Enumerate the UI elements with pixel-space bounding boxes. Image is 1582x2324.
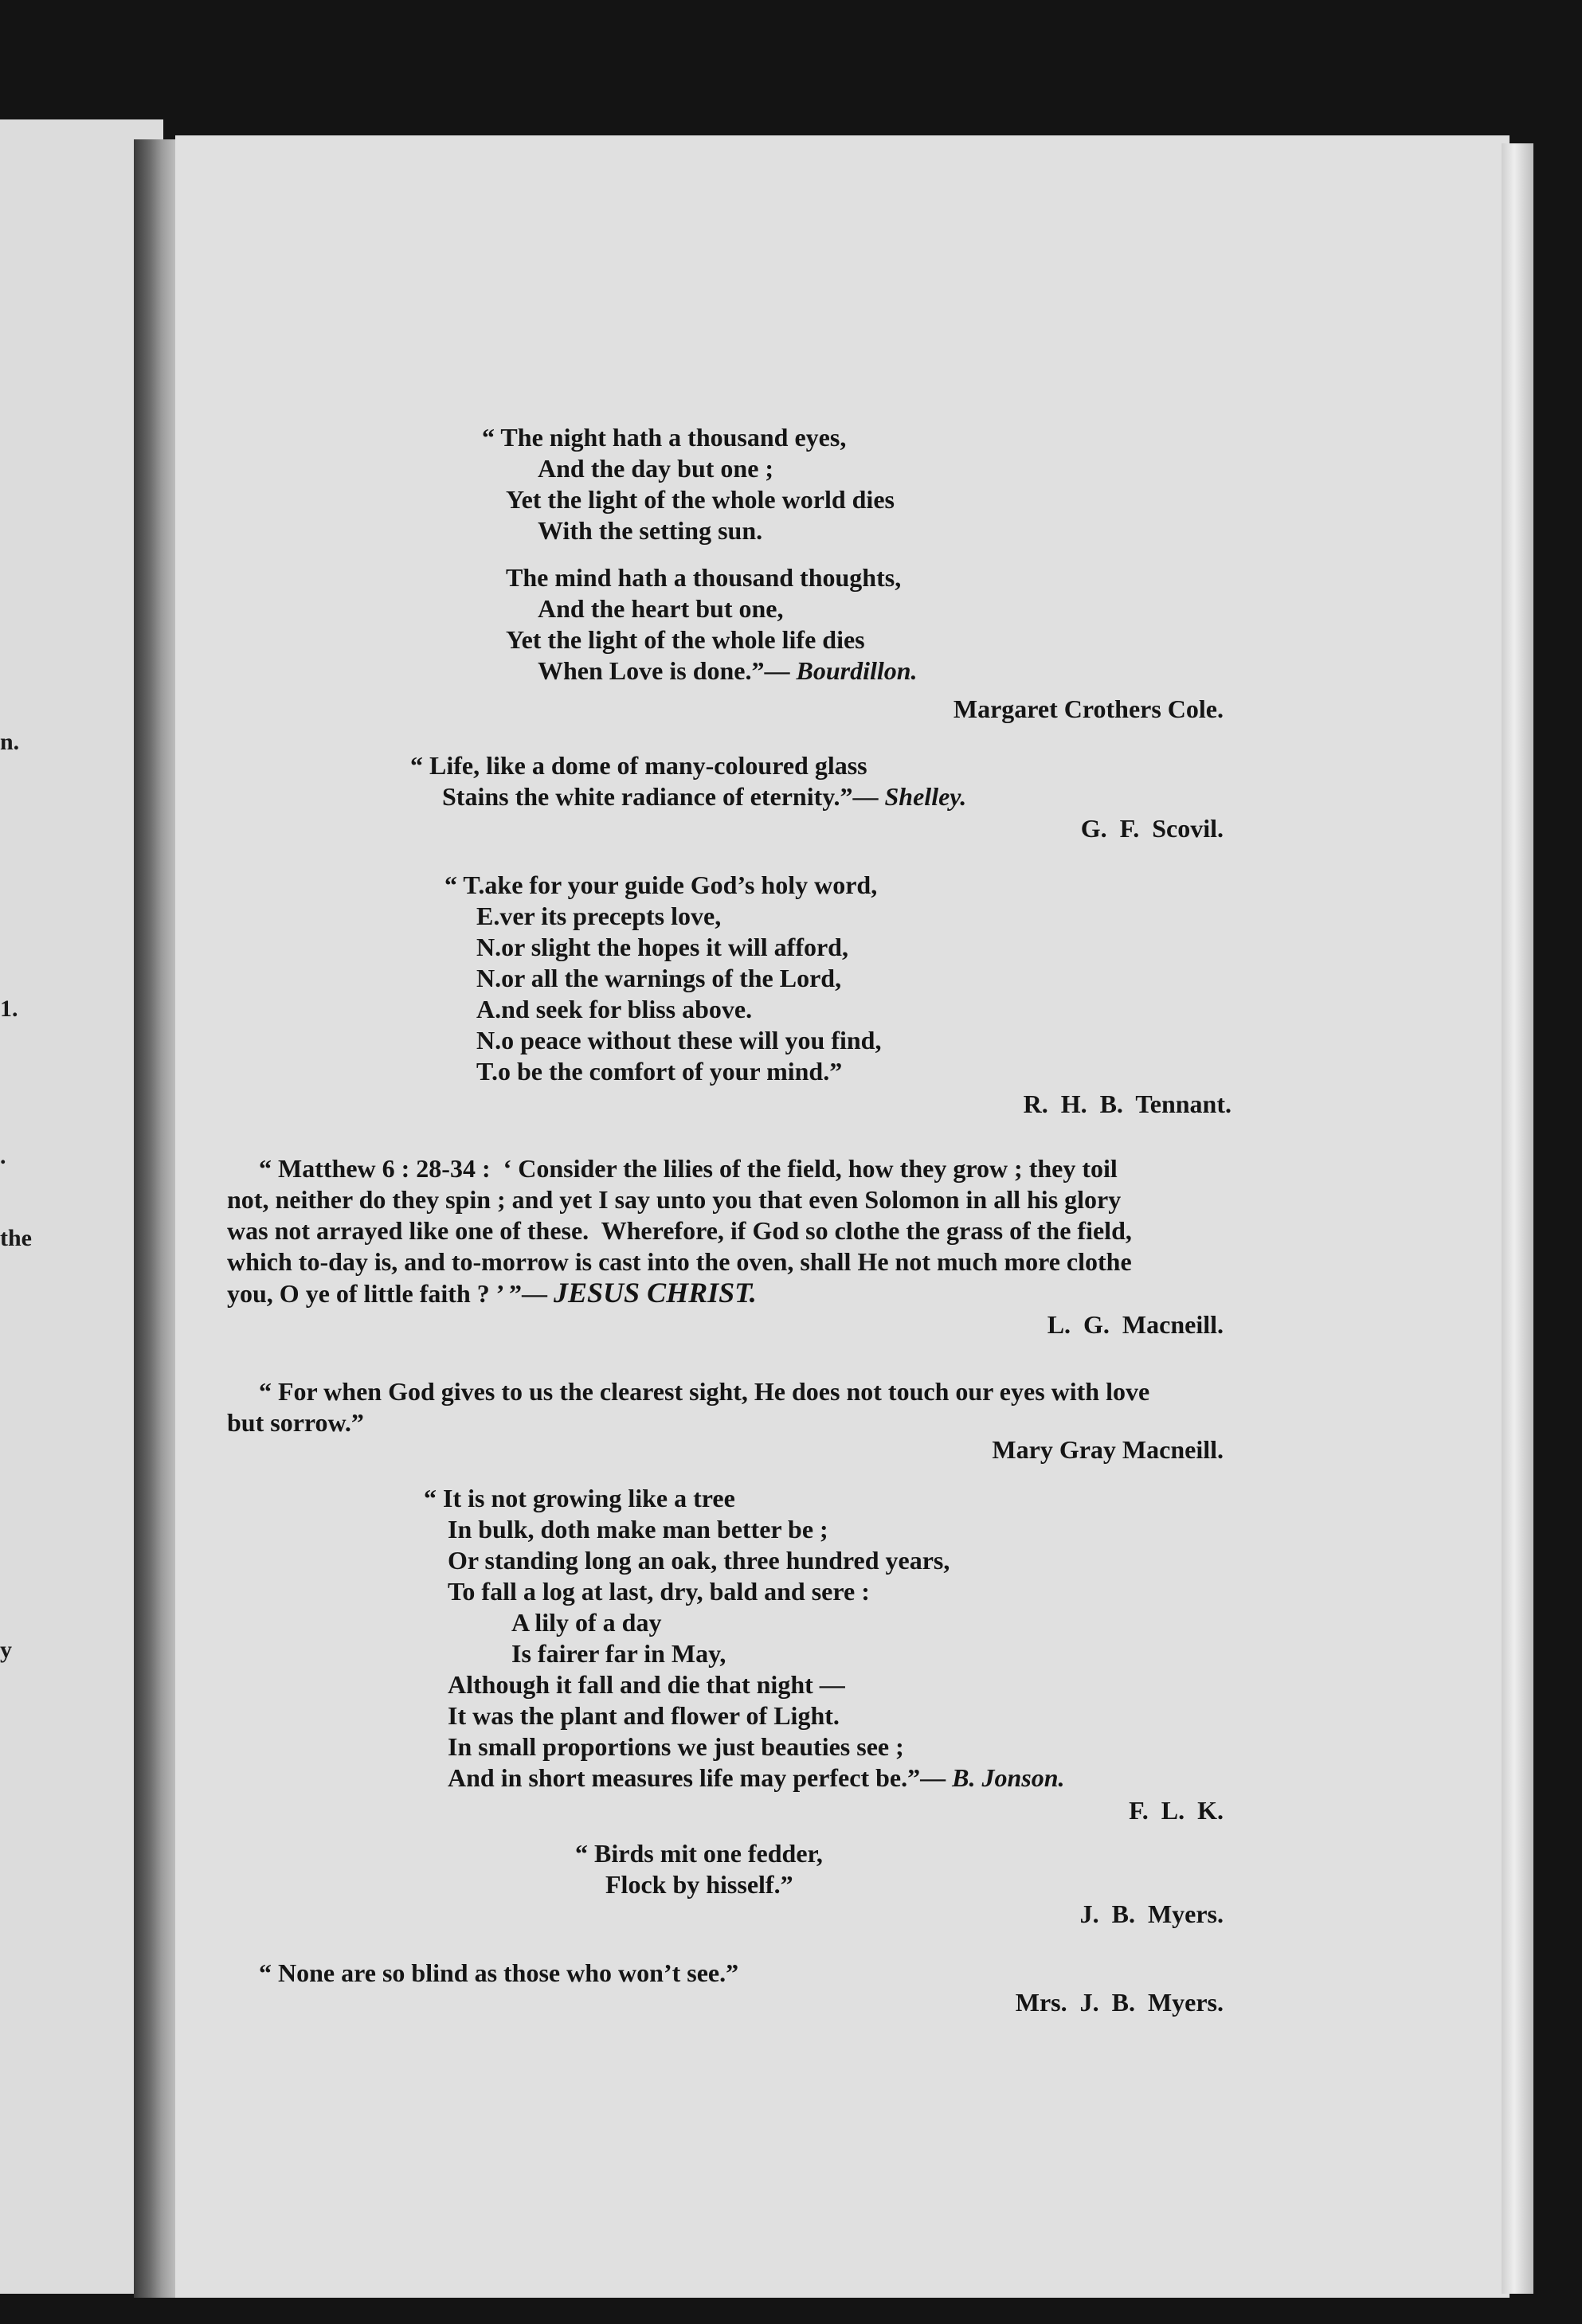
quote-matthew bbox=[227, 1153, 1259, 1309]
verse-line: To fall a log at last, dry, bald and sere : bbox=[448, 1577, 870, 1606]
verse-line: The mind hath a thousand thoughts, bbox=[506, 563, 902, 592]
verse-line: Is fairer far in May, bbox=[511, 1639, 726, 1668]
quote-jonson bbox=[424, 1483, 1065, 1794]
contributor-signature: F. L. K. bbox=[1129, 1796, 1224, 1825]
author-attribution: JESUS CHRIST. bbox=[554, 1277, 757, 1309]
verse-line bbox=[424, 1763, 1065, 1794]
verse-line bbox=[482, 655, 918, 687]
prose-line: “ None are so blind as those who won’t see.” bbox=[259, 1958, 739, 1987]
contributor-signature: Margaret Crothers Cole. bbox=[953, 694, 1224, 723]
verse-line: In bulk, doth make man better be ; bbox=[448, 1515, 828, 1543]
prose-line: which to-day is, and to-morrow is cast into the oven, shall He not much more clothe bbox=[227, 1247, 1132, 1276]
verse-line: A lily of a day bbox=[511, 1608, 662, 1637]
quote-bourdillon bbox=[482, 422, 918, 687]
quote-birds bbox=[575, 1838, 823, 1900]
facing-page-fragment: . bbox=[0, 1143, 6, 1169]
prose-line: but sorrow.” bbox=[227, 1408, 364, 1437]
contributor-signature: R. H. B. Tennant. bbox=[1023, 1090, 1232, 1118]
quote-blind bbox=[259, 1958, 738, 1989]
verse-line: Although it fall and die that night — bbox=[448, 1670, 845, 1699]
contributor-signature: L. G. Macneill. bbox=[1047, 1310, 1224, 1339]
quote-sorrow bbox=[227, 1376, 1259, 1438]
book-binding-shadow bbox=[134, 139, 180, 2298]
verse-line: “ Life, like a dome of many-coloured glass bbox=[410, 751, 867, 780]
contributor-signature: Mrs. J. B. Myers. bbox=[1015, 1988, 1224, 2017]
verse-line: With the setting sun. bbox=[538, 516, 763, 545]
contributor-signature: Mary Gray Macneill. bbox=[992, 1435, 1224, 1464]
verse-line: “ Birds mit one fedder, bbox=[575, 1839, 823, 1868]
verse-text: When Love is done.”— bbox=[538, 656, 797, 685]
verse-line: Or standing long an oak, three hundred years, bbox=[448, 1546, 950, 1575]
prose-text: you, O ye of little faith ? ’ ”— bbox=[227, 1279, 554, 1308]
verse-line bbox=[410, 781, 966, 812]
verse-text: Stains the white radiance of eternity.”— bbox=[442, 782, 885, 811]
prose-line: not, neither do they spin ; and yet I say unto you that even Solomon in all his glory bbox=[227, 1185, 1122, 1214]
facing-page-fragment: y bbox=[0, 1637, 12, 1663]
verse-line: Flock by hisself.” bbox=[605, 1870, 793, 1899]
contributor-signature: G. F. Scovil. bbox=[1080, 814, 1224, 843]
verse-line: “ The night hath a thousand eyes, bbox=[482, 423, 847, 452]
quote-shelley bbox=[410, 750, 966, 812]
facing-page-fragment: 1. bbox=[0, 996, 18, 1022]
facing-page-fragment: the bbox=[0, 1225, 32, 1251]
verse-line: Yet the light of the whole world dies bbox=[506, 485, 895, 514]
prose-line: “ Matthew 6 : 28-34 : ‘ Consider the lilies of the field, how they grow ; they toil bbox=[259, 1154, 1118, 1183]
prose-line: was not arrayed like one of these. Wherefore, if God so clothe the grass of the field, bbox=[227, 1216, 1132, 1245]
author-attribution: B. Jonson. bbox=[952, 1763, 1065, 1792]
prose-line bbox=[227, 1277, 1259, 1309]
page-edge bbox=[1502, 143, 1533, 2294]
verse-line: N.or slight the hopes it will afford, bbox=[476, 933, 848, 961]
verse-line: N.or all the warnings of the Lord, bbox=[476, 964, 842, 992]
verse-line: In small proportions we just beauties see ; bbox=[448, 1732, 904, 1761]
verse-line: “ T.ake for your guide God’s holy word, bbox=[444, 871, 878, 899]
contributor-signature: J. B. Myers. bbox=[1079, 1899, 1224, 1928]
verse-line: Yet the light of the whole life dies bbox=[506, 625, 865, 654]
prose-line: “ For when God gives to us the clearest sight, He does not touch our eyes with love bbox=[259, 1377, 1150, 1406]
verse-line: T.o be the comfort of your mind.” bbox=[476, 1057, 843, 1086]
verse-line: It was the plant and flower of Light. bbox=[448, 1701, 840, 1730]
author-attribution: Shelley. bbox=[884, 782, 967, 811]
verse-line: And the day but one ; bbox=[538, 454, 774, 483]
verse-line: “ It is not growing like a tree bbox=[424, 1484, 735, 1512]
verse-line: N.o peace without these will you find, bbox=[476, 1026, 882, 1054]
verse-text: And in short measures life may perfect be.”— bbox=[448, 1763, 953, 1792]
verse-line: E.ver its precepts love, bbox=[476, 902, 722, 930]
author-attribution: Bourdillon. bbox=[796, 656, 918, 685]
facing-page-fragment: n. bbox=[0, 729, 20, 755]
verse-line: A.nd seek for bliss above. bbox=[476, 995, 753, 1023]
verse-line: And the heart but one, bbox=[538, 594, 784, 623]
quote-acrostic bbox=[444, 870, 881, 1087]
